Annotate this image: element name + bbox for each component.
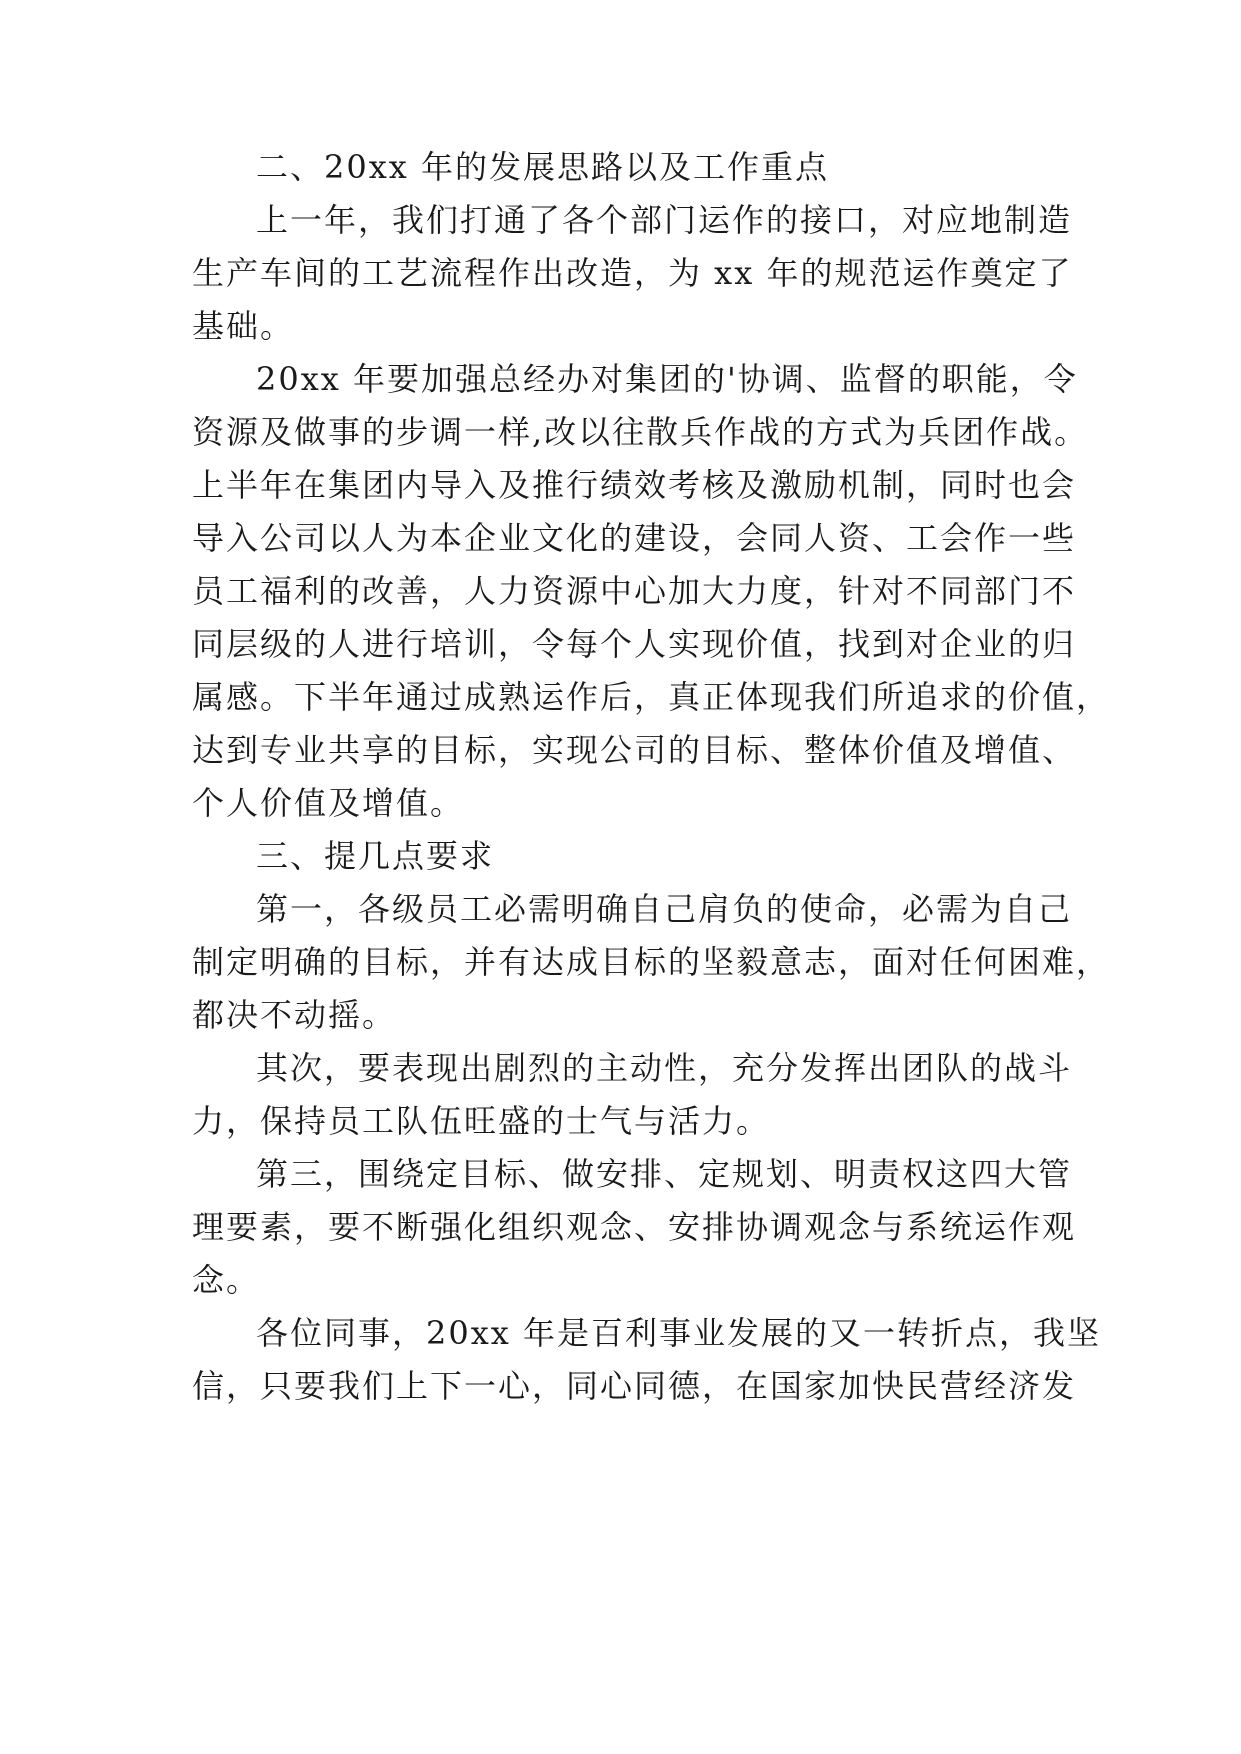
paragraph-line: 第一，各级员工必需明确自己肩负的使命，必需为自己	[256, 890, 1073, 928]
section-heading-2: 二、20xx 年的发展思路以及工作重点	[256, 148, 829, 186]
paragraph-line: 第三，围绕定目标、做安排、定规划、明责权这四大管	[256, 1155, 1073, 1193]
paragraph-line: 同层级的人进行培训，令每个人实现价值，找到对企业的归	[192, 625, 1077, 663]
paragraph-line: 员工福利的改善，人力资源中心加大力度，针对不同部门不	[192, 572, 1077, 610]
paragraph-line: 生产车间的工艺流程作出改造，为 xx 年的规范运作奠定了	[192, 254, 1073, 292]
section-heading-3: 三、提几点要求	[256, 837, 495, 875]
paragraph-line: 其次，要表现出剧烈的主动性，充分发挥出团队的战斗	[256, 1049, 1073, 1087]
paragraph-line: 上半年在集团内导入及推行绩效考核及激励机制，同时也会	[192, 466, 1077, 504]
paragraph-line: 制定明确的目标，并有达成目标的坚毅意志，面对任何困难，	[192, 943, 1111, 981]
paragraph-line: 20xx 年要加强总经办对集团的'协调、监督的职能，令	[256, 360, 1078, 398]
paragraph-line: 都决不动摇。	[192, 996, 397, 1034]
paragraph-line: 理要素，要不断强化组织观念、安排协调观念与系统运作观	[192, 1208, 1077, 1246]
paragraph-line: 资源及做事的步调一样,改以往散兵作战的方式为兵团作战。	[192, 413, 1089, 451]
paragraph-line: 属感。下半年通过成熟运作后，真正体现我们所追求的价值，	[192, 678, 1111, 716]
paragraph-line: 上一年，我们打通了各个部门运作的接口，对应地制造	[256, 201, 1073, 239]
paragraph-line: 达到专业共享的目标，实现公司的目标、整体价值及增值、	[192, 731, 1077, 769]
paragraph-line: 念。	[192, 1261, 261, 1299]
paragraph-line: 导入公司以人为本企业文化的建设，会同人资、工会作一些	[192, 519, 1077, 557]
paragraph-line: 基础。	[192, 307, 295, 345]
paragraph-line: 各位同事，20xx 年是百利事业发展的又一转折点，我坚	[256, 1314, 1101, 1352]
paragraph-line: 个人价值及增值。	[192, 784, 465, 822]
paragraph-line: 信，只要我们上下一心，同心同德，在国家加快民营经济发	[192, 1367, 1077, 1405]
paragraph-line: 力，保持员工队伍旺盛的士气与活力。	[192, 1102, 771, 1140]
